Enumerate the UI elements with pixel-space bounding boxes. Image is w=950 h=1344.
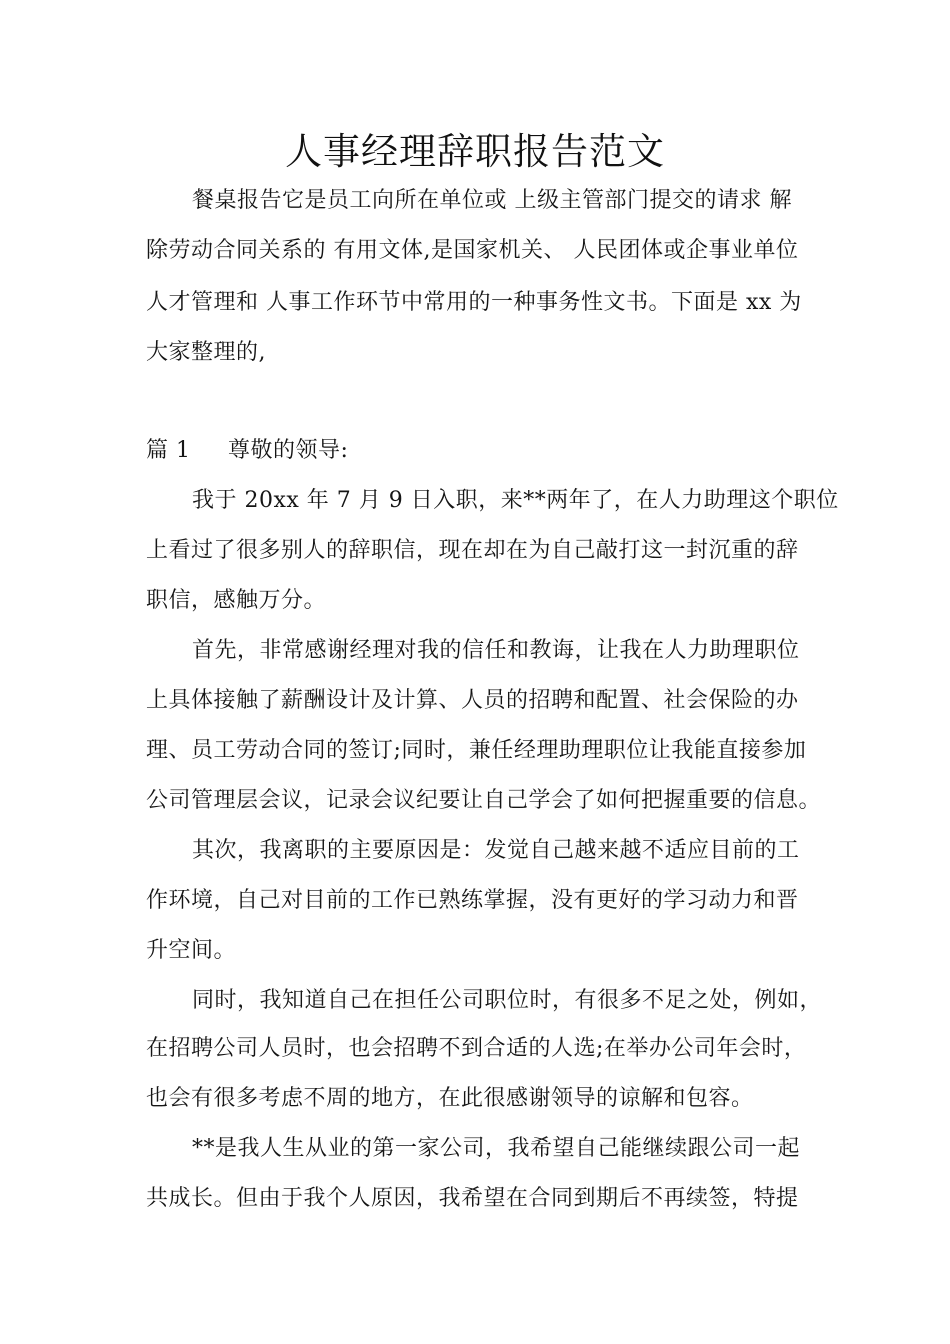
paragraph-line: 共成长。但由于我个人原因，我希望在合同到期后不再续签，特提 <box>146 1186 799 1211</box>
paragraph-line: 公司管理层会议，记录会议纪要让自己学会了如何把握重要的信息。 <box>146 788 822 813</box>
paragraph-line: 我于 20xx 年 7 月 9 日入职，来**两年了，在人力助理这个职位 <box>192 488 839 513</box>
paragraph-line: 首先，非常感谢经理对我的信任和教诲，让我在人力助理职位 <box>192 638 800 663</box>
paragraph-line: 职信，感触万分。 <box>146 588 327 613</box>
intro-line: 人才管理和 人事工作环节中常用的一种事务性文书。下面是 xx 为 <box>146 290 802 315</box>
intro-line: 除劳动合同关系的 有用文体,是国家机关、 人民团体或企事业单位 <box>146 238 799 263</box>
paragraph-line: 其次，我离职的主要原因是：发觉自己越来越不适应目前的工 <box>192 838 800 863</box>
section-label: 篇 1 <box>146 438 191 463</box>
paragraph-line: 也会有很多考虑不周的地方，在此很感谢领导的谅解和包容。 <box>146 1086 754 1111</box>
document-title: 人事经理辞职报告范文 <box>285 130 665 173</box>
paragraph-line: 升空间。 <box>146 938 237 963</box>
intro-line: 大家整理的, <box>146 340 266 365</box>
paragraph-line: 上具体接触了薪酬设计及计算、人员的招聘和配置、社会保险的办 <box>146 688 799 713</box>
paragraph-line: 作环境，自己对目前的工作已熟练掌握，没有更好的学习动力和晋 <box>146 888 799 913</box>
paragraph-line: 上看过了很多别人的辞职信，现在却在为自己敲打这一封沉重的辞 <box>146 538 799 563</box>
paragraph-line: 理、员工劳动合同的签订;同时，兼任经理助理职位让我能直接参加 <box>146 738 807 763</box>
intro-line: 餐桌报告它是员工向所在单位或 上级主管部门提交的请求 解 <box>192 188 792 213</box>
paragraph-line: 在招聘公司人员时，也会招聘不到合适的人选;在举办公司年会时， <box>146 1036 807 1061</box>
paragraph-line: 同时，我知道自己在担任公司职位时，有很多不足之处，例如， <box>192 988 823 1013</box>
greeting: 尊敬的领导: <box>228 438 349 463</box>
paragraph-line: **是我人生从业的第一家公司，我希望自己能继续跟公司一起 <box>192 1136 801 1161</box>
